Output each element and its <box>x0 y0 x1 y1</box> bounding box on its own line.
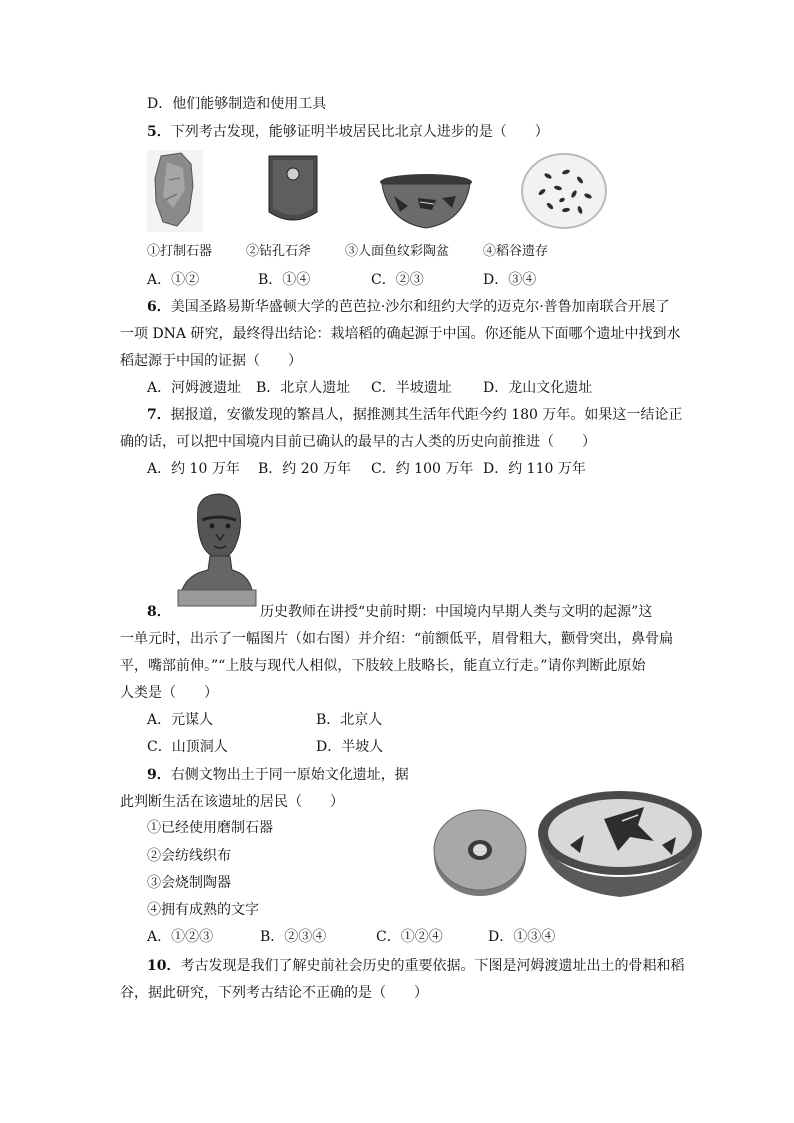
prev-option-d: D．他们能够制造和使用工具 <box>147 96 327 112</box>
q9-option-a[interactable]: A．①②③ <box>147 929 214 945</box>
ancient-human-bust-figure <box>172 490 262 612</box>
q9-item-3: ③会烧制陶器 <box>147 875 231 891</box>
question-6-line-1: 6．美国圣路易斯华盛顿大学的芭芭拉·沙尔和纽约大学的迈克尔·普鲁加南联合开展了 <box>147 299 670 315</box>
rice-grain-remains-figure <box>520 152 608 230</box>
question-9-number: 9． <box>147 767 171 783</box>
question-8-line-2: 一单元时，出示了一幅图片（如右图）并介绍：“前额低平，眉骨粗大，颧骨突出，鼻骨扁 <box>120 631 674 647</box>
figure-caption-1: ①打制石器 <box>147 244 213 259</box>
painted-pottery-basin-figure <box>378 172 474 232</box>
q6-option-a[interactable]: A．河姆渡遗址 <box>147 380 242 396</box>
question-6-line-2: 一项 DNA 研究，最终得出结论：栽培稻的确起源于中国。你还能从下面哪个遗址中找到水 <box>120 326 681 342</box>
question-6-number: 6． <box>147 299 171 315</box>
spinning-wheel-stone-figure <box>430 800 530 900</box>
question-8-line-1 <box>147 602 171 622</box>
q5-option-c[interactable]: C．②③ <box>371 272 424 288</box>
q8-option-a[interactable]: A．元谋人 <box>147 712 214 728</box>
q6-option-d[interactable]: D．龙山文化遗址 <box>483 380 593 396</box>
q8-option-d[interactable]: D．半坡人 <box>316 739 384 755</box>
question-9-line-1: 9．右侧文物出土于同一原始文化遗址，据 <box>147 767 409 783</box>
question-10-line-2: 谷，据此研究，下列考古结论不正确的是（ ） <box>120 985 428 1001</box>
drilled-stone-axe-figure <box>263 152 323 230</box>
q9-item-1: ①已经使用磨制石器 <box>147 820 273 836</box>
q5-option-a[interactable]: A．①② <box>147 272 200 288</box>
question-5-number: 5． <box>147 124 171 140</box>
q6-option-c[interactable]: C．半坡遗址 <box>371 380 452 396</box>
question-7-line-2: 确的话，可以把中国境内目前已确认的最早的古人类的历史向前推进（ ） <box>120 434 596 450</box>
painted-pottery-bowl-figure <box>534 785 706 903</box>
question-5-text: 下列考古发现，能够证明半坡居民比北京人进步的是（ ） <box>170 124 549 140</box>
q7-option-a[interactable]: A．约 10 万年 <box>147 461 240 477</box>
q9-item-2: ②会纺线织布 <box>147 848 231 864</box>
q7-option-c[interactable]: C．约 100 万年 <box>371 461 474 477</box>
question-8-line-4: 人类是（ ） <box>120 685 218 701</box>
q5-option-b[interactable]: B．①④ <box>258 272 311 288</box>
figure-caption-2: ②钻孔石斧 <box>246 244 312 259</box>
figure-caption-4: ④稻谷遗存 <box>483 244 549 259</box>
question-9-line-2: 此判断生活在该遗址的居民（ ） <box>120 794 344 810</box>
q8-option-b[interactable]: B．北京人 <box>316 712 383 728</box>
figure-caption-3: ③人面鱼纹彩陶盆 <box>345 244 450 259</box>
question-8-line-3: 平，嘴部前伸。”“上肢与现代人相似，下肢较上肢略长，能直立行走。”请你判断此原始 <box>120 658 646 674</box>
q9-item-4: ④拥有成熟的文字 <box>147 902 259 918</box>
q7-option-d[interactable]: D．约 110 万年 <box>483 461 586 477</box>
question-6-line-3: 稻起源于中国的证据（ ） <box>120 353 302 369</box>
question-5-stem <box>147 122 549 142</box>
question-8-line-1-text: 历史教师在讲授“史前时期：中国境内早期人类与文明的起源”这 <box>260 604 653 620</box>
chipped-stone-tool-figure <box>147 150 203 232</box>
q9-option-c[interactable]: C．①②④ <box>376 929 443 945</box>
q6-option-b[interactable]: B．北京人遗址 <box>256 380 351 396</box>
q8-option-c[interactable]: C．山顶洞人 <box>147 739 228 755</box>
question-8-number: 8． <box>147 604 171 620</box>
q7-option-b[interactable]: B．约 20 万年 <box>258 461 352 477</box>
question-10-number: 10． <box>147 958 181 974</box>
question-10-line-1: 10．考古发现是我们了解史前社会历史的重要依据。下图是河姆渡遗址出土的骨耜和稻 <box>147 958 685 974</box>
q5-option-d[interactable]: D．③④ <box>483 272 537 288</box>
q9-option-b[interactable]: B．②③④ <box>260 929 327 945</box>
q9-option-d[interactable]: D．①③④ <box>488 929 556 945</box>
question-7-line-1: 7．据报道，安徽发现的繁昌人，据推测其生活年代距今约 180 万年。如果这一结论正 <box>147 407 683 423</box>
question-7-number: 7． <box>147 407 171 423</box>
